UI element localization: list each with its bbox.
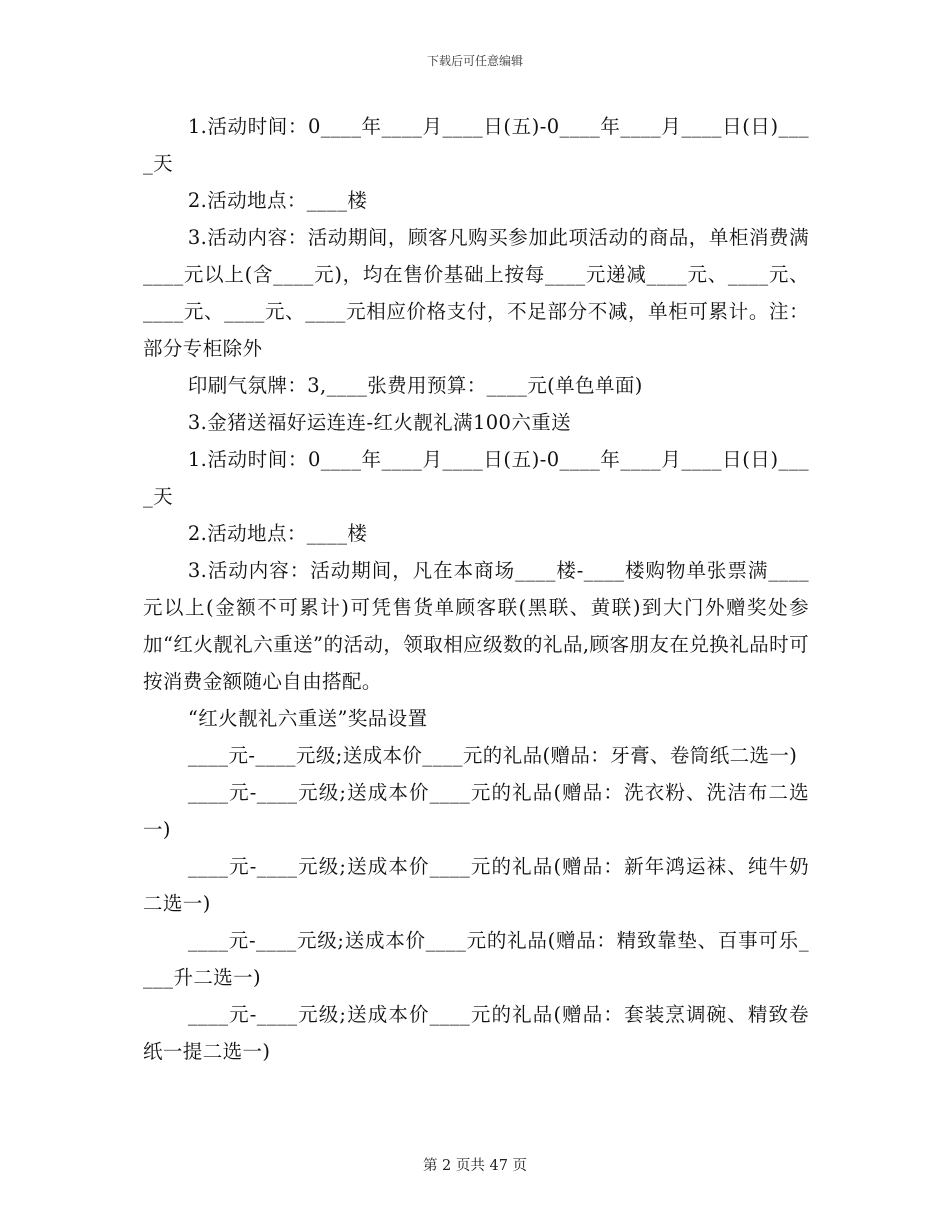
document-body: [143, 108, 809, 1070]
paragraph-activity-time-2: 1.活动时间：0____年____月____日(五)-0____年____月____日(日)____天: [143, 448, 809, 508]
paragraph-activity-content-2: 3.活动内容：活动期间，凡在本商场____楼-____楼购物单张票满____元以上(金额不可累计)可凭售货单顾客联(黑联、黄联)到大门外赠奖处参加“红火靓礼六重送”的活动，领取相应级数的礼品,顾客朋友在兑换礼品时可按消费金额随心自由搭配。: [143, 559, 809, 693]
paragraph-prize-tier-2: ____元-____元级;送成本价____元的礼品(赠品：洗衣粉、洗洁布二选一): [143, 781, 809, 841]
page-header: 下载后可任意编辑: [426, 54, 523, 68]
paragraph-prize-tier-4: ____元-____元级;送成本价____元的礼品(赠品：精致靠垫、百事可乐____升二选一): [143, 929, 809, 989]
paragraph-activity-location-2: 2.活动地点：____楼: [187, 522, 368, 545]
paragraph-prize-heading: “红火靓礼六重送”奖品设置: [187, 707, 428, 730]
paragraph-activity-time-1: 1.活动时间：0____年____月____日(五)-0____年____月____日(日)____天: [143, 115, 809, 175]
paragraph-section-heading: 3.金猪送福好运连连-红火靓礼满100六重送: [187, 411, 572, 434]
paragraph-prize-tier-5: ____元-____元级;送成本价____元的礼品(赠品：套装烹调碗、精致卷纸一提二选一): [143, 1003, 809, 1063]
paragraph-prize-tier-3: ____元-____元级;送成本价____元的礼品(赠品：新年鸿运袜、纯牛奶二选一): [143, 855, 809, 915]
paragraph-printing-budget: 印刷气氛牌：3,____张费用预算：____元(单色单面): [187, 374, 643, 397]
page-footer: 第 2 页共 47 页: [422, 1158, 528, 1174]
paragraph-activity-content-1: 3.活动内容：活动期间，顾客凡购买参加此项活动的商品，单柜消费满____元以上(含____元)，均在售价基础上按每____元递减____元、____元、____元、____元、____元相应价格支付，不足部分不减，单柜可累计。注：部分专柜除外: [143, 226, 809, 360]
paragraph-prize-tier-1: ____元-____元级;送成本价____元的礼品(赠品：牙膏、卷筒纸二选一): [187, 744, 798, 767]
paragraph-activity-location-1: 2.活动地点：____楼: [187, 189, 368, 212]
